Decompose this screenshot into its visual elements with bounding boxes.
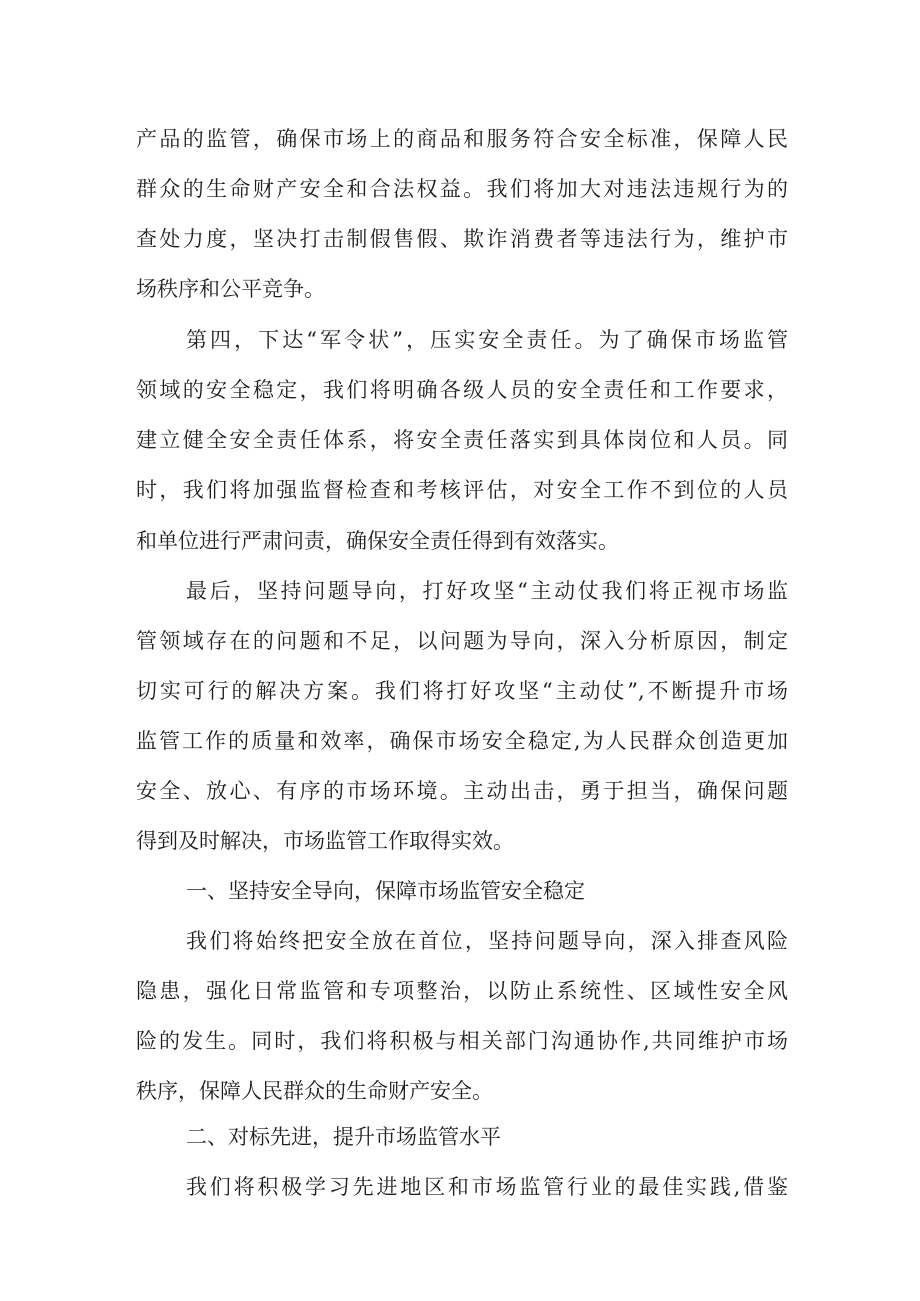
paragraph-3-line-3: 切实可行的解决方案。我们将打好攻坚“主动仗”,不断提升市场 bbox=[136, 679, 788, 703]
paragraph-4-line-1: 我们将始终把安全放在首位，坚持问题导向，深入排查风险 bbox=[186, 929, 788, 953]
paragraph-1-line-4: 场秩序和公平竞争。 bbox=[136, 277, 325, 301]
paragraph-4-line-4: 秩序，保障人民群众的生命财产安全。 bbox=[136, 1079, 493, 1103]
paragraph-3-line-1: 最后，坚持问题导向，打好攻坚“主动仗我们将正视市场监 bbox=[186, 579, 788, 603]
paragraph-3-line-4: 监管工作的质量和效率，确保市场安全稳定,为人民群众创造更加 bbox=[136, 729, 788, 753]
paragraph-1-line-2: 群众的生命财产安全和合法权益。我们将加大对违法违规行为的 bbox=[136, 177, 788, 201]
paragraph-3-line-5: 安全、放心、有序的市场环境。主动出击，勇于担当，确保问题 bbox=[136, 779, 788, 803]
paragraph-2-line-4: 时，我们将加强监督检查和考核评估，对安全工作不到位的人员 bbox=[136, 478, 788, 502]
paragraph-4-line-3: 险的发生。同时，我们将积极与相关部门沟通协作,共同维护市场 bbox=[136, 1029, 788, 1053]
paragraph-1-line-3: 查处力度，坚决打击制假售假、欺诈消费者等违法行为，维护市 bbox=[136, 227, 788, 251]
paragraph-2-line-3: 建立健全安全责任体系，将安全责任落实到具体岗位和人员。同 bbox=[136, 428, 788, 452]
paragraph-2-line-2: 领域的安全稳定，我们将明确各级人员的安全责任和工作要求， bbox=[136, 378, 788, 402]
paragraph-5-line-1: 我们将积极学习先进地区和市场监管行业的最佳实践,借鉴 bbox=[186, 1175, 788, 1199]
paragraph-2-line-5: 和单位进行严肃问责，确保安全责任得到有效落实。 bbox=[136, 529, 619, 553]
paragraph-3-line-6: 得到及时解决，市场监管工作取得实效。 bbox=[136, 829, 514, 853]
paragraph-3-line-2: 管领域存在的问题和不足，以问题为导向，深入分析原因，制定 bbox=[136, 629, 788, 653]
paragraph-2-line-1: 第四，下达“军令状”，压实安全责任。为了确保市场监管 bbox=[186, 328, 788, 352]
paragraph-1-line-1: 产品的监管，确保市场上的商品和服务符合安全标准，保障人民 bbox=[136, 127, 788, 151]
section-heading-2: 二、对标先进，提升市场监管水平 bbox=[186, 1125, 501, 1149]
paragraph-4-line-2: 隐患，强化日常监管和专项整治，以防止系统性、区域性安全风 bbox=[136, 979, 788, 1003]
section-heading-1: 一、坚持安全导向，保障市场监管安全稳定 bbox=[186, 879, 585, 903]
